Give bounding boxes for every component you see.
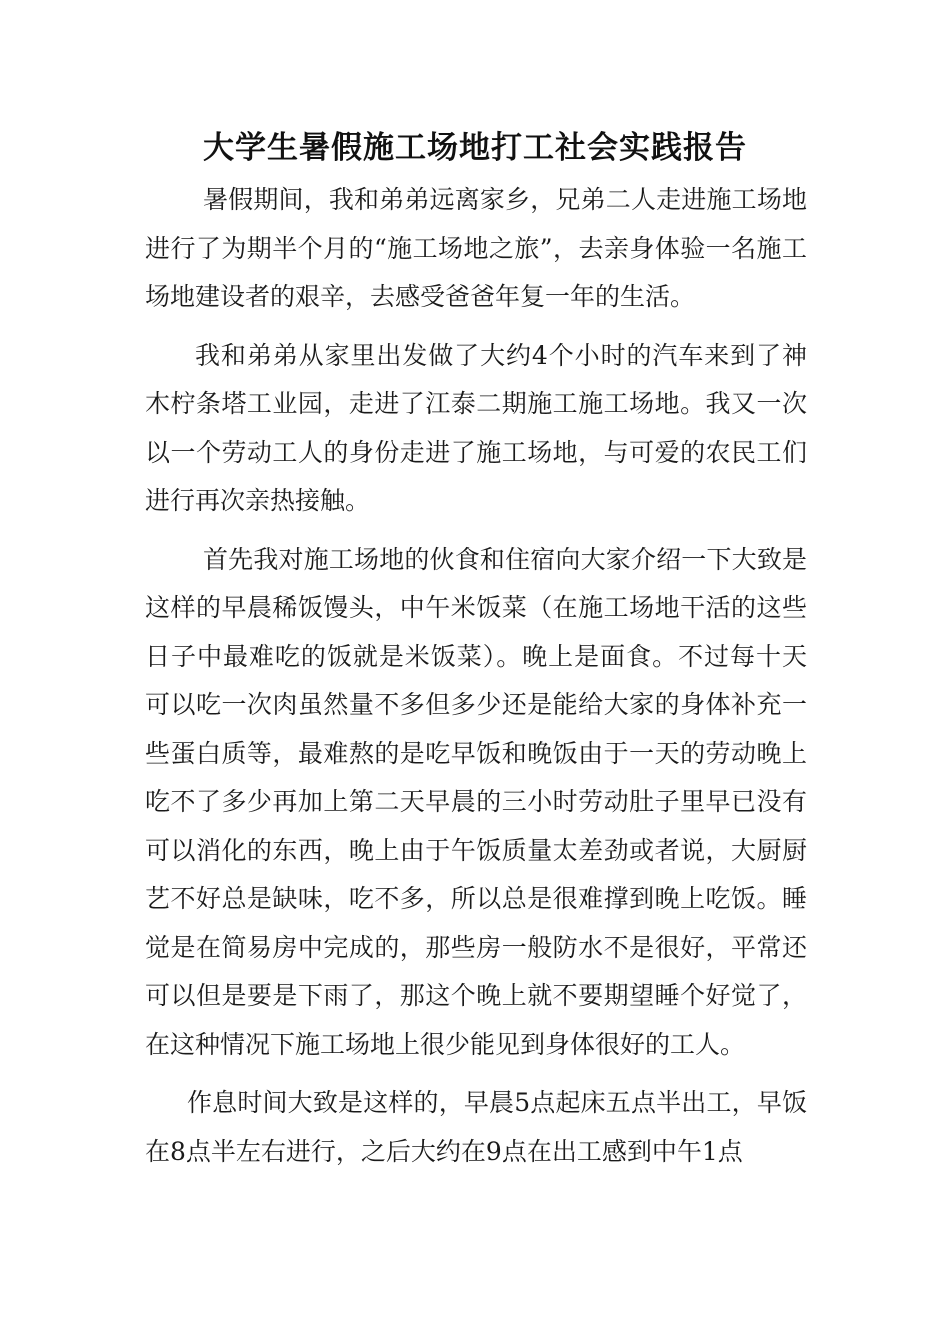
document-body — [145, 176, 807, 1186]
paragraph: 作息时间大致是这样的，早晨5点起床五点半出工，早饭在8点半左右进行，之后大约在9点在出工感到中午1点 — [145, 1088, 807, 1166]
paragraph: 首先我对施工场地的伙食和住宿向大家介绍一下大致是这样的早晨稀饭馒头，中午米饭菜（在施工场地干活的这些日子中最难吃的饭就是米饭菜）。晚上是面食。不过每十天可以吃一次肉虽然量不多但多少还是能给大家的身体补充一些蛋白质等，最难熬的是吃早饭和晚饭由于一天的劳动晚上吃不了多少再加上第二天早晨的三小时劳动肚子里早已没有可以消化的东西，晚上由于午饭质量太差劲或者说，大厨厨艺不好总是缺味，吃不多，所以总是很难撑到晚上吃饭。睡觉是在简易房中完成的，那些房一般防水不是很好，平常还可以但是要是下雨了，那这个晚上就不要期望睡个好觉了，在这种情况下施工场地上很少能见到身体很好的工人。 — [145, 544, 807, 1059]
paragraph: 我和弟弟从家里出发做了大约4个小时的汽车来到了神木柠条塔工业园，走进了江泰二期施工施工场地。我又一次以一个劳动工人的身份走进了施工场地，与可爱的农民工们进行再次亲热接触。 — [145, 340, 807, 515]
paragraph: 暑假期间，我和弟弟远离家乡，兄弟二人走进施工场地进行了为期半个月的“施工场地之旅”，去亲身体验一名施工场地建设者的艰辛，去感受爸爸年复一年的生活。 — [145, 185, 807, 311]
document-title: 大学生暑假施工场地打工社会实践报告 — [203, 130, 747, 166]
